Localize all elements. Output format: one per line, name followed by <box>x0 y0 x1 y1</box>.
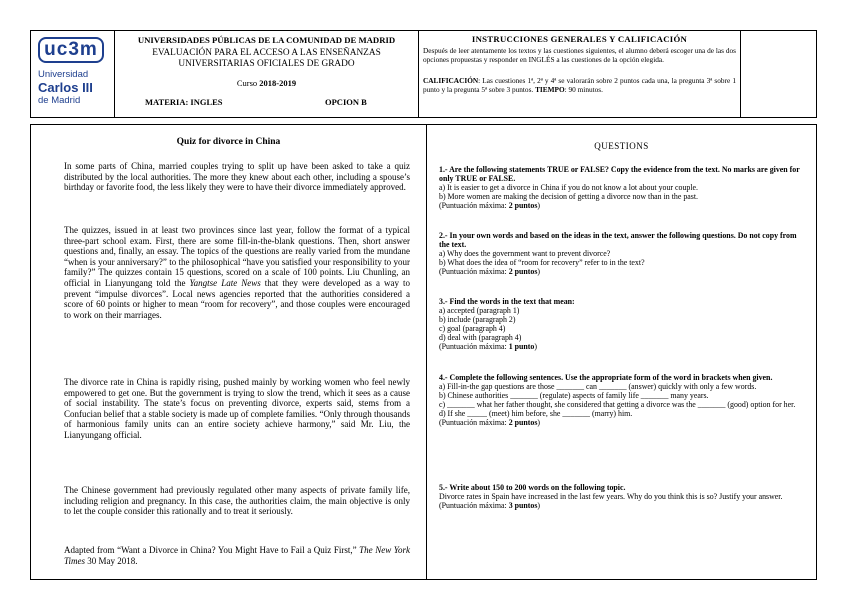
option: OPCION B <box>325 97 367 107</box>
reading-title: Quiz for divorce in China <box>176 137 281 147</box>
exam-name: EVALUACIÓN PARA EL ACCESO A LAS ENSEÑANZAS UNIVERSITARIAS OFICIALES DE GRADO <box>152 48 381 69</box>
course: Curso 2018-2019 <box>236 78 297 88</box>
question-3: 3.- Find the words in the text that mean: a) accepted (paragraph 1) b) include (paragraph 2) c) goal (paragraph 4) d) deal with (paragraph 4) (Puntuación máxima: 1 punto) <box>439 297 575 351</box>
uc3m-logo-mark: uc3m <box>38 37 104 63</box>
paragraph-4: The Chinese government had previously regulated other many aspects of private family life, including religion and pregnancy. In this case, the authorities claim, the main objective is only to let the couple consider this rationally and to treat it seriously. <box>64 485 410 517</box>
exam-title-block <box>115 31 419 117</box>
grading-text: CALIFICACIÓN: Las cuestiones 1ª, 2ª y 4ª se valorarán sobre 2 puntos cada una, la pregunta 3ª sobre 1 punto y la pregunta 5ª sobre 3 puntos. TIEMPO: 90 minutos. <box>423 76 736 94</box>
empty-cell <box>741 31 816 117</box>
exam-header <box>30 30 817 118</box>
instructions-title: INSTRUCCIONES GENERALES Y CALIFICACIÓN <box>471 34 688 44</box>
question-4: 4.- Complete the following sentences. Use the appropriate form of the word in brackets when given. a) Fill-in-the gap questions are those _______ can _______ (answer) quickly with only a few words. b) Chinese authorities _______ (regulate) aspects of family life _______ many years. c) _______ what her father thought, she considered that getting a divorce was the _______ (good) option for her. d) If she _____ (meet) him before, she _______ (marry) him. (Puntuación máxima: 2 puntos) <box>439 373 796 427</box>
logo-madrid: de Madrid <box>38 95 81 106</box>
source-citation: Adapted from “Want a Divorce in China? You Might Have to Fail a Quiz First,” The New York Times 30 May 2018. <box>64 545 410 566</box>
instructions-block <box>419 31 741 117</box>
questions-heading: QUESTIONS <box>594 141 649 151</box>
paragraph-3: The divorce rate in China is rapidly rising, pushed mainly by working women who feel newly empowered to get one. But the government is trying to slow the trend, which it sees as a cause of social instability. The state’s focus on preventing divorce, experts said, stems from a Confucian belief that a stable society is made up of complete families. “Only through thousands of harmonious family units can an entire society achieve harmony,” said Mr. Liu, the Lianyungang official. <box>64 377 410 440</box>
question-1: 1.- Are the following statements TRUE or FALSE? Copy the evidence from the text. No marks are given for only TRUE or FALSE. a) It is easier to get a divorce in China if you do not know a lot about your couple. b) More women are making the decision of getting a divorce now than in the past. (Puntuación máxima: 2 puntos) <box>439 165 800 210</box>
exam-body <box>30 124 817 580</box>
org-name: UNIVERSIDADES PÚBLICAS DE LA COMUNIDAD DE MADRID <box>137 35 396 45</box>
logo-universidad: Universidad <box>38 69 89 80</box>
reading-column <box>31 125 427 579</box>
university-logo <box>31 31 115 117</box>
paragraph-2: The quizzes, issued in at least two provinces since last year, follow the format of a typical three-part school exam. First, there are some fill-in-the-blank questions. Then, short answer questions and, finally, an essay. The topics of the questions are really varied from the mundane “when is your anniversary?” to the philosophical “have you satisfied your responsibility to your family?” The quizzes contain 15 questions, scored on a scale of 100 points. Liu Chunling, an official in Lianyungang told the Yangtse Late News that they were developed as a way to prevent “impulse divorces”. Local news agencies reported that the authorities considered a score of 60 points or higher to mean “room for recovery”, and those couples were encouraged to work on their marriages. <box>64 225 411 320</box>
paragraph-1: In some parts of China, married couples trying to split up have been asked to take a quiz distributed by the local authorities. The more they knew about each other, including a spouse’s birthday or favorite food, the less likely they were to have their divorce immediately approved. <box>64 161 410 193</box>
instructions-text: Después de leer atentamente los textos y las cuestiones siguientes, el alumno deberá escoger una de las dos opciones propuestas y responder en INGLÉS a las cuestiones de la opción elegida. <box>423 46 736 64</box>
questions-column <box>427 125 816 579</box>
question-5: 5.- Write about 150 to 200 words on the following topic. Divorce rates in Spain have increased in the last few years. Why do you think this is so? Justify your answer. (Puntuación máxima: 3 puntos) <box>439 483 783 510</box>
question-2: 2.- In your own words and based on the ideas in the text, answer the following questions. Do not copy from the text. a) Why does the government want to prevent divorce? b) What does the idea of “room for recovery” refer to in the text? (Puntuación máxima: 2 puntos) <box>439 231 797 276</box>
logo-carlos: Carlos III <box>38 80 93 95</box>
subject: MATERIA: INGLES <box>145 97 223 107</box>
